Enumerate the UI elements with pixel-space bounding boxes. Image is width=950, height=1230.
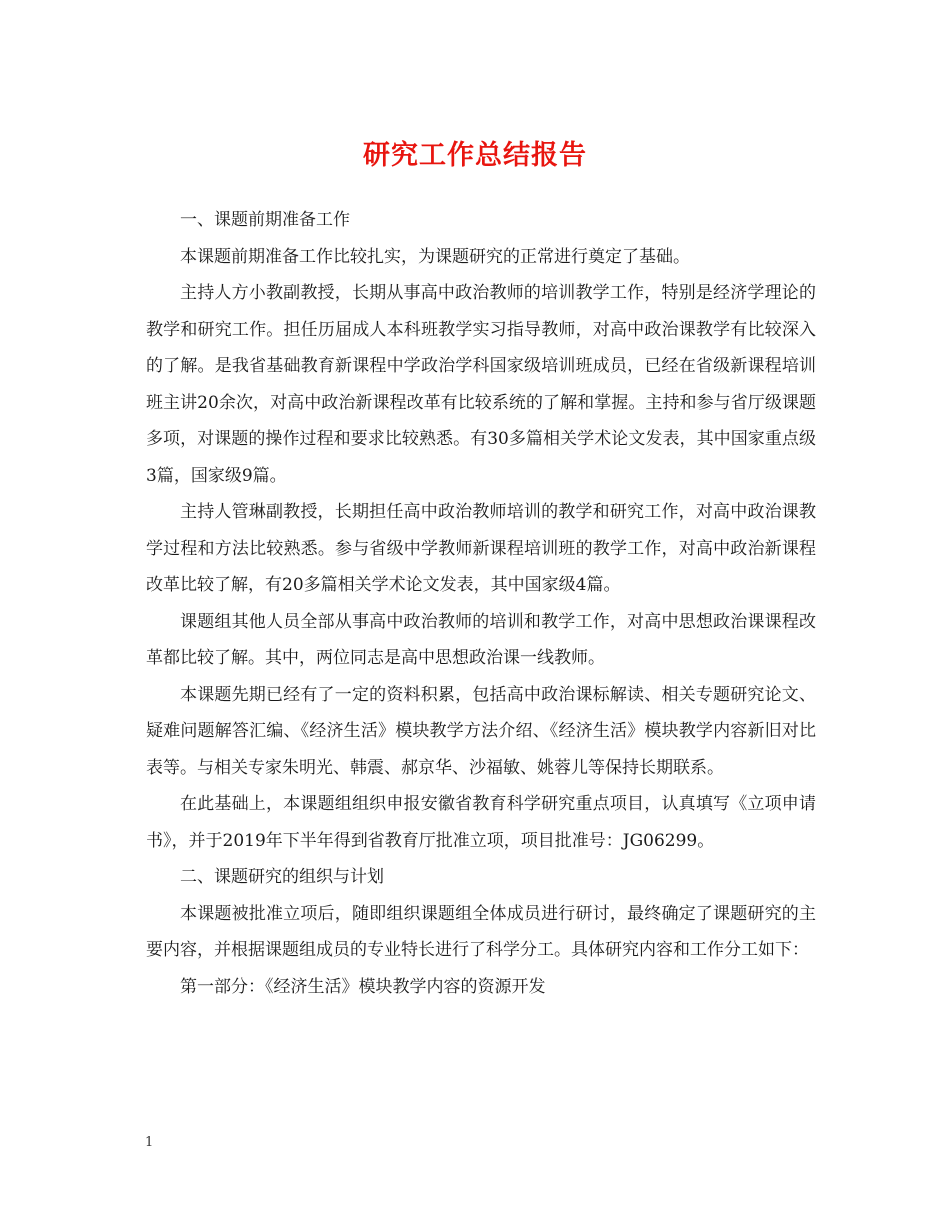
document-body (146, 202, 816, 1005)
paragraph: 主持人管琳副教授，长期担任高中政治教师培训的教学和研究工作，对高中政治课教学过程和方法比较熟悉。参与省级中学教师新课程培训班的教学工作，对高中政治新课程改革比较了解，有20多篇相关学术论文发表，其中国家级4篇。 (146, 502, 816, 595)
document-title: 研究工作总结报告 (363, 140, 587, 171)
page-number: 1 (145, 1135, 154, 1150)
paragraph: 主持人方小教副教授，长期从事高中政治教师的培训教学工作，特别是经济学理论的教学和研究工作。担任历届成人本科班教学实习指导教师，对高中政治课教学有比较深入的了解。是我省基础教育新课程中学政治学科国家级培训班成员，已经在省级新课程培训班主讲20余次，对高中政治新课程改革有比较系统的了解和掌握。主持和参与省厅级课题多项，对课题的操作过程和要求比较熟悉。有30多篇相关学术论文发表，其中国家重点级3篇，国家级9篇。 (146, 283, 816, 486)
paragraph: 课题组其他人员全部从事高中政治教师的培训和教学工作，对高中思想政治课课程改革都比较了解。其中，两位同志是高中思想政治课一线教师。 (146, 611, 816, 668)
section-heading-2: 二、课题研究的组织与计划 (180, 867, 384, 887)
paragraph: 本课题前期准备工作比较扎实，为课题研究的正常进行奠定了基础。 (180, 246, 690, 267)
paragraph: 第一部分：《经济生活》模块教学内容的资源开发 (180, 976, 546, 997)
paragraph: 本课题先期已经有了一定的资料积累，包括高中政治课标解读、相关专题研究论文、疑难问题解答汇编、《经济生活》模块教学方法介绍、《经济生活》模块教学内容新旧对比表等。与相关专家朱明光、韩震、郝京华、沙福敏、姚蓉儿等保持长期联系。 (146, 684, 816, 778)
paragraph: 在此基础上，本课题组组织申报安徽省教育科学研究重点项目，认真填写《立项申请书》，并于2019年下半年得到省教育厅批准立项，项目批准号：JG06299。 (146, 794, 816, 851)
paragraph: 本课题被批准立项后，随即组织课题组全体成员进行研讨，最终确定了课题研究的主要内容，并根据课题组成员的专业特长进行了科学分工。具体研究内容和工作分工如下： (146, 903, 816, 960)
section-heading-1: 一、课题前期准备工作 (180, 210, 350, 230)
